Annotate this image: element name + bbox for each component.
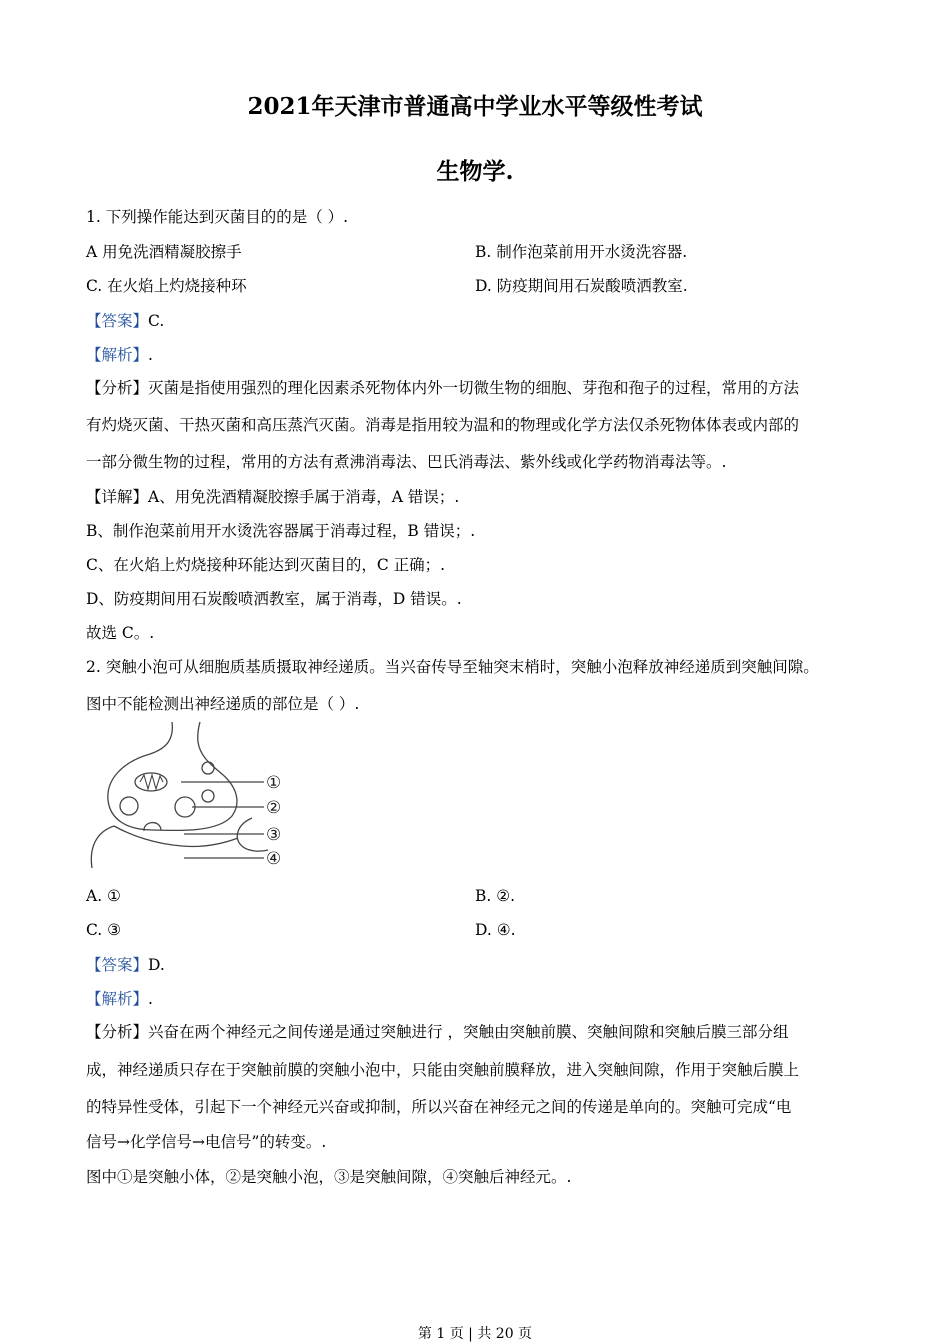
q1-detail-line-4: D、防疫期间用石炭酸喷洒教室，属于消毒，D 错误。. [86, 590, 462, 608]
answer-tag: 【答案】 [86, 956, 149, 974]
q1-analysis-line-2: 有灼烧灭菌、干热灭菌和高压蒸汽灭菌。消毒是指用较为温和的物理或化学方法仅杀死物体体表或内部的 [86, 416, 800, 434]
q1-detail-line-3: C、在火焰上灼烧接种环能达到灭菌目的，C 正确；. [86, 556, 446, 574]
q2-analysis-line-4: 信号→化学信号→电信号”的转变。. [86, 1133, 327, 1151]
q1-stem: 1. 下列操作能达到灭菌目的的是（ ）. [86, 208, 349, 226]
answer-value: D. [148, 956, 165, 974]
page-subtitle: 生物学. [436, 158, 514, 185]
q2-stem-line-1: 2. 突触小泡可从细胞质基质摄取神经递质。当兴奋传导至轴突末梢时，突触小泡释放神经递质到突触间隙。 [86, 658, 819, 676]
synapse-diagram [86, 720, 301, 875]
q1-detail-line-1 [86, 487, 459, 507]
q2-detail-line-1: 图中①是突触小体，②是突触小泡，③是突触间隙，④突触后神经元。. [86, 1168, 572, 1186]
q1-option-d: D. 防疫期间用石炭酸喷洒教室. [475, 277, 688, 295]
q1-conclusion: 故选 C。. [86, 624, 155, 642]
page-title: 2021年天津市普通高中学业水平等级性考试 [247, 93, 703, 120]
q2-analysis-line-3: 的特异性受体，引起下一个神经元兴奋或抑制，所以兴奋在神经元之间的传递是单向的。突触可完成“电 [86, 1098, 792, 1116]
diagram-label-3: ③ [266, 825, 282, 845]
q1-option-b: B. 制作泡菜前用开水烫洗容器. [475, 243, 688, 261]
q1-option-a: A 用免洗酒精凝胶擦手 [86, 243, 242, 261]
q1-jiexi [86, 345, 153, 365]
jiexi-tag: 【解析】 [86, 990, 149, 1008]
q1-answer [86, 311, 164, 331]
detail-tag: 【详解】 [86, 488, 149, 506]
q2-option-c: C. ③ [86, 921, 122, 939]
analysis-tag: 【分析】 [86, 379, 149, 397]
q2-analysis-line-2: 成，神经递质只存在于突触前膜的突触小泡中，只能由突触前膜释放，进入突触间隙，作用于突触后膜上 [86, 1061, 800, 1079]
detail-text: A、用免洗酒精凝胶擦手属于消毒，A 错误；. [148, 488, 460, 506]
q2-option-b: B. ②. [475, 887, 516, 905]
diagram-label-4: ④ [266, 849, 282, 869]
diagram-label-1: ① [266, 773, 282, 793]
q2-analysis-line-1 [86, 1022, 788, 1042]
jiexi-tag: 【解析】 [86, 346, 149, 364]
analysis-text: 兴奋在两个神经元之间传递是通过突触进行 ，突触由突触前膜、突触间隙和突触后膜三部分组 [148, 1023, 789, 1041]
analysis-tag: 【分析】 [86, 1023, 149, 1041]
q2-option-d: D. ④. [475, 921, 516, 939]
q1-analysis-line-3: 一部分微生物的过程，常用的方法有煮沸消毒法、巴氏消毒法、紫外线或化学药物消毒法等。. [86, 453, 727, 471]
jiexi-value: . [148, 346, 153, 364]
jiexi-value: . [148, 990, 153, 1008]
diagram-label-2: ② [266, 798, 282, 818]
q2-option-a: A. ① [86, 887, 121, 905]
q1-analysis-line-1 [86, 378, 799, 398]
answer-value: C. [148, 312, 165, 330]
q1-detail-line-2: B、制作泡菜前用开水烫洗容器属于消毒过程，B 错误；. [86, 522, 476, 540]
answer-tag: 【答案】 [86, 312, 149, 330]
q2-jiexi [86, 989, 153, 1009]
analysis-text: 灭菌是指使用强烈的理化因素杀死物体内外一切微生物的细胞、芽孢和孢子的过程，常用的方法 [148, 379, 800, 397]
q1-option-c: C. 在火焰上灼烧接种环 [86, 277, 247, 295]
q2-stem-line-2: 图中不能检测出神经递质的部位是（ ）. [86, 695, 360, 713]
q2-answer [86, 955, 165, 975]
page-footer: 第 1 页 | 共 20 页 [417, 1326, 533, 1342]
